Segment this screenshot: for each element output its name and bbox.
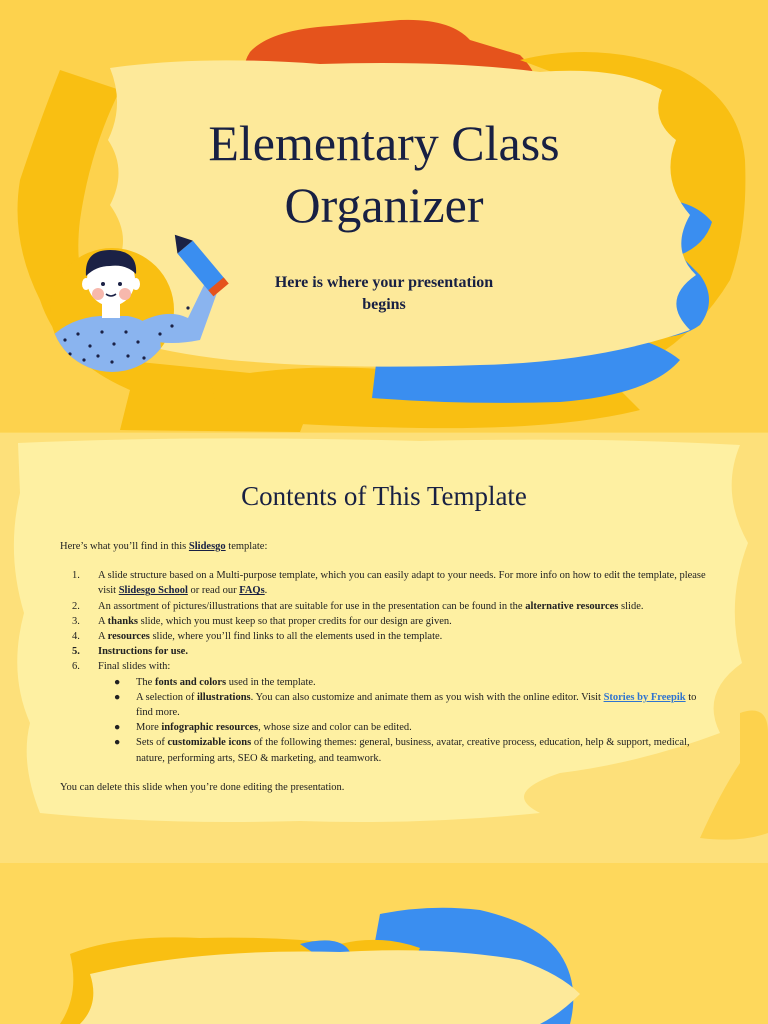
bullet-icon: ● [114,737,121,749]
contents-slide [0,433,768,863]
student-illustration [40,228,240,398]
closing-text: You can delete this slide when you’re done editing the presentation. [60,781,345,793]
bullet-icon: ● [114,722,121,734]
sub-list-item: ● Sets of customizable icons of the following themes: general, business, avatar, creative process, education, help & support, medical, nature, performing arts, SEO & marketing, and teamwork. [114,737,690,764]
next-slide-partial [0,864,768,1024]
contents-list [60,568,710,766]
bullet-icon: ● [114,691,121,703]
sub-list [98,675,710,766]
list-item: 1. A slide structure based on a Multi-purpose template, which you can easily adapt to your needs. For more info on how to edit the template, please visit Slidesgo School or read our FAQs. [72,570,706,597]
subtitle-line-2: begins [362,296,406,313]
list-item: 3. A thanks slide, which you must keep so that proper credits for our design are given. [72,615,452,627]
slidesgo-link[interactable]: Slidesgo [188,541,226,552]
sub-list-item: ● A selection of illustrations. You can also customize and animate them as you wish with the online editor. Visit Stories by Freepik to find more. [114,691,697,719]
sub-list-item: ● More infographic resources, whose size and color can be edited. [98,720,710,735]
list-item: 6. Final slides with: ● The fonts and colors used in the template. ● A selection of illustrations. You can also customize and animate them as you wish with the online editor. Visit Stories by Freepik to find more. ● More infographic resources, whose size and color can be edited. ● Sets of customizable icons of the following themes: general, business, avatar, creative process, education, help & support, medical, nature, performing arts, SEO & marketing, and teamwork. [60,659,710,765]
contents-body [60,539,710,795]
pencil-icon [167,228,229,296]
subtitle-line-1: Here is where your presentation [274,274,494,291]
presentation-subtitle [236,272,532,316]
brush-strokes-decoration [0,864,768,1024]
stories-by-freepik-link[interactable]: Stories by Freepik [603,691,686,703]
intro-text: Here’s what you’ll find in this Slidesgo template: [60,541,268,552]
title-slide [0,0,768,432]
title-line-1: Elementary Class [208,115,560,171]
presentation-title [120,112,648,236]
list-item: 2. An assortment of pictures/illustrations that are suitable for use in the presentation can be found in the alternative resources slide. [72,600,644,612]
sub-list-item: ● The fonts and colors used in the template. [98,675,710,690]
bullet-icon: ● [114,676,121,688]
list-item: 5. Instructions for use. [72,646,188,658]
contents-title: Contents of This Template [241,481,527,511]
slidesgo-school-link[interactable]: Slidesgo School [118,585,188,597]
title-line-2: Organizer [284,177,484,233]
list-item: 4. A resources slide, where you’ll find links to all the elements used in the template. [72,631,443,643]
faqs-link[interactable]: FAQs [239,585,265,597]
